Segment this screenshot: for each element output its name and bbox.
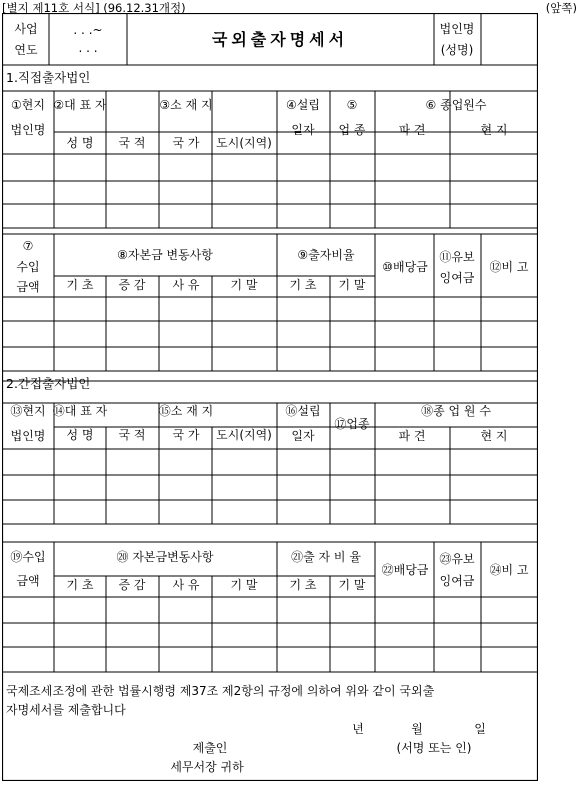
col-header: 일자 xyxy=(291,123,315,137)
col-header: 국 가 xyxy=(172,428,200,442)
col-header: ⑳ 자본금변동사항 xyxy=(116,550,214,564)
col-header: 일자 xyxy=(291,429,315,443)
col-header: 기 말 xyxy=(230,278,258,292)
col-header: 파 견 xyxy=(398,123,426,137)
date-year-label: 년 xyxy=(352,722,364,736)
submitter-label: 제출인 xyxy=(192,741,228,755)
col-header: 증 감 xyxy=(118,578,146,592)
col-header: 기 초 xyxy=(289,278,317,292)
col-header: ⑮소 재 지 xyxy=(158,404,214,418)
col-header: 기 말 xyxy=(230,578,258,592)
statement-text: 자명세서를 제출합니다 xyxy=(6,703,126,717)
col-header: 현 지 xyxy=(480,123,508,137)
col-header: 수입 xyxy=(16,260,40,274)
col-header: 금액 xyxy=(16,280,40,294)
col-header: ㉔비 고 xyxy=(489,563,529,577)
col-header: 국 적 xyxy=(118,136,146,150)
col-header: 사 유 xyxy=(172,278,200,292)
col-header: ①현지 xyxy=(11,98,45,112)
section-title-indirect: 2.간접출자법인 xyxy=(6,375,91,391)
col-header: 잉여금 xyxy=(439,271,475,285)
col-header: ⑯설립 xyxy=(285,404,321,418)
col-header: ㉒배당금 xyxy=(381,563,429,577)
col-header: ⑥ 종업원수 xyxy=(425,98,487,112)
form-number-header: [별지 제11호 서식] (96.12.31개정) xyxy=(2,1,186,15)
col-header: ⑲수입 xyxy=(10,550,46,564)
col-header: 성 명 xyxy=(66,428,94,442)
col-header: 금액 xyxy=(16,574,40,588)
col-header: 기 초 xyxy=(66,278,94,292)
col-header: ⑭대 표 자 xyxy=(52,404,108,418)
corporation-name-label: (성명) xyxy=(440,43,474,57)
col-header: ②대 표 자 xyxy=(53,98,107,112)
form-title: 국외출자명세서 xyxy=(211,30,349,49)
col-header: 사 유 xyxy=(172,578,200,592)
col-header: 도시(지역) xyxy=(216,136,272,150)
col-header: ⑰업종 xyxy=(334,417,370,431)
recipient-label: 세무서장 귀하 xyxy=(170,760,244,774)
statement-text: 국제조세조정에 관한 법률시행령 제37조 제2항의 규정에 의하여 위와 같이 국외출 xyxy=(6,684,435,698)
col-header: 성 명 xyxy=(66,136,94,150)
col-header: 기 초 xyxy=(66,578,94,592)
overseas-investment-statement-form xyxy=(2,13,538,781)
col-header: ⑫비 고 xyxy=(489,260,529,274)
col-header: 법인명 xyxy=(10,123,46,137)
col-header: ⑬현지 xyxy=(10,404,46,418)
col-header: 현 지 xyxy=(480,429,508,443)
corporation-name-label: 법인명 xyxy=(439,22,475,36)
col-header: 기 초 xyxy=(289,578,317,592)
col-header: 도시(지역) xyxy=(216,428,272,442)
form-border xyxy=(3,14,538,781)
signature-label: (서명 또는 인) xyxy=(396,741,472,755)
page-side-label: (앞쪽) xyxy=(545,1,577,15)
col-header: 기 말 xyxy=(338,578,366,592)
col-header: 증 감 xyxy=(118,278,146,292)
col-header: 국 적 xyxy=(118,428,146,442)
col-header: 파 견 xyxy=(398,429,426,443)
section-title-direct: 1.직접출자법인 xyxy=(6,69,91,85)
col-header: ⑱종 업 원 수 xyxy=(421,404,491,418)
col-header: 기 말 xyxy=(338,278,366,292)
col-header: 업 종 xyxy=(338,123,366,137)
col-header: ⑨출자비율 xyxy=(297,248,355,262)
fiscal-year-label: 연도 xyxy=(14,43,38,57)
fiscal-year-label: 사업 xyxy=(14,22,38,36)
col-header: ⑤ xyxy=(346,98,358,112)
col-header: ④설립 xyxy=(286,98,320,112)
fiscal-year-start: . . .~ xyxy=(73,23,103,37)
date-day-label: 일 xyxy=(474,722,486,736)
col-header: 법인명 xyxy=(10,429,46,443)
col-header: ⑧자본금 변동사항 xyxy=(117,248,213,262)
col-header: 국 가 xyxy=(172,136,200,150)
col-header: 잉여금 xyxy=(439,574,475,588)
col-header: ⑪유보 xyxy=(439,250,475,264)
col-header: ㉑출 자 비 율 xyxy=(291,550,361,564)
col-header: ⑦ xyxy=(22,239,34,253)
col-header: ㉓유보 xyxy=(439,552,475,566)
fiscal-year-end: . . . xyxy=(78,41,98,55)
form-grid-lines xyxy=(2,13,538,781)
date-month-label: 월 xyxy=(411,722,423,736)
col-header: ⑩배당금 xyxy=(382,260,428,274)
col-header: ③소 재 지 xyxy=(159,98,213,112)
